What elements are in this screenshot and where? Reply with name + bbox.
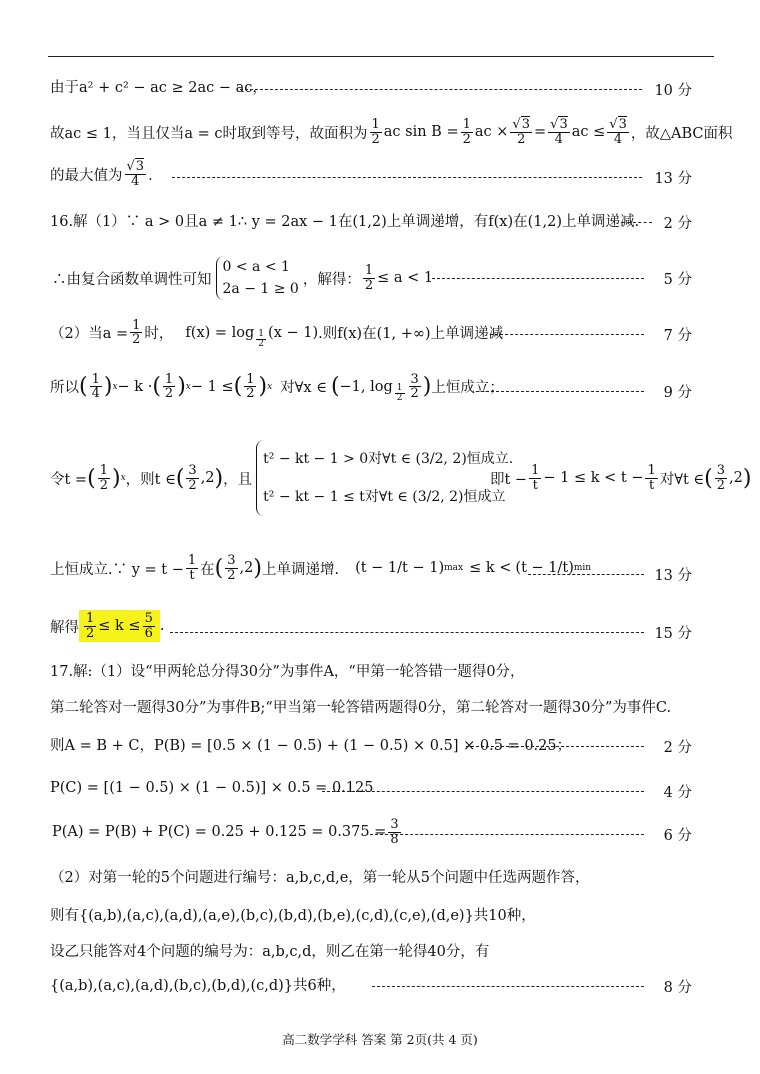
line-2-text: ac ×	[474, 124, 509, 141]
line-3-text: 的最大值为	[50, 167, 123, 184]
line-12	[50, 696, 671, 717]
line-5-text: ≤ a < 1	[377, 270, 434, 286]
dash-leader	[622, 222, 652, 223]
line-17-text: 则有{(a,b),(a,c),(a,d),(a,e),(b,c),(b,d),(b,e),(c,d),(c,e),(d,e)}共10种，	[50, 908, 536, 924]
line-8-text: − 1 ≤ k < t −	[543, 470, 644, 487]
fraction: $\frac{√3}{4}$	[126, 159, 145, 189]
dash-leader	[172, 177, 642, 178]
score-label: 10 分	[654, 83, 692, 99]
fraction: $\frac{1}{t}$	[187, 553, 197, 583]
line-8: 令t = ( $\frac{1}{2}$ ) x ，则t ∈ ( $\frac{3}{2}$ ,2 ) ，且 t² − kt − 1 > 0对∀t ∈ (3/2, 2)恒成立. t² − kt − 1 ≤ t对∀t ∈ (3/2, 2)恒成立	[50, 440, 517, 516]
line-7-text: 所以	[50, 380, 79, 397]
score-label: 8 分	[663, 980, 692, 996]
line-5-text: ∴由复合函数单调性可知	[52, 271, 212, 288]
line-2-text: =	[534, 124, 547, 141]
fraction: $\frac{√3}{2}$	[512, 117, 530, 147]
line-18-text: 设乙只能答对4个问题的编号为：a,b,c,d，则乙在第一轮得40分，有	[50, 944, 490, 960]
line-7: 所以 ( $\frac{1}{4}$ ) x − k · ( $\frac{1}{2}$ ) x − 1 ≤ ( $\frac{1}{2}$ ) x 对∀x ∈ ( −1, log $\frac{1}{2}$ $\frac{3}{2}$ ) 上恒成立；	[50, 371, 504, 404]
score-label: 2 分	[663, 216, 692, 232]
line-4-text: 16.解（1）∵ a > 0且a ≠ 1∴ y = 2ax − 1在(1,2)上单调递增，有f(x)在(1,2)上单调递减.	[50, 214, 640, 230]
line-5-text: ，解得：	[302, 271, 361, 288]
fraction: $\frac{√3}{4}$	[550, 117, 568, 147]
fraction: $\frac{1}{2}$	[258, 329, 265, 350]
inequality-system: t² − kt − 1 > 0对∀t ∈ (3/2, 2)恒成立. t² − kt − 1 ≤ t对∀t ∈ (3/2, 2)恒成立	[256, 440, 513, 516]
score-label: 15 分	[654, 626, 692, 642]
dash-leader	[240, 89, 642, 90]
line-19	[50, 974, 346, 995]
line-12-text: 第二轮答对一题得30分”为事件B;“甲当第一轮答错两题得0分，第二轮答对一题得30分”为事件C.	[50, 700, 672, 716]
line-6-text: (x − 1)	[268, 324, 319, 341]
score-label: 4 分	[663, 785, 692, 801]
line-10	[50, 610, 164, 642]
dash-leader	[528, 574, 644, 575]
line-7-text: 对∀x ∈	[280, 380, 327, 397]
fraction: $\frac{3}{2}$	[227, 553, 236, 583]
score-label: 6 分	[663, 828, 692, 844]
line-18	[50, 940, 489, 961]
line-17	[50, 904, 536, 925]
line-9-text: ≤ k <	[469, 560, 512, 577]
fraction: $\frac{3}{2}$	[188, 462, 197, 493]
highlighted-result: $\frac{1}{2}$ ≤ k ≤ $\frac{5}{6}$	[79, 610, 160, 642]
line-8-text: 对∀t ∈	[659, 471, 705, 488]
line-2-text: 故ac ≤ 1，当且仅当a = c时取到等号，故面积为	[50, 125, 368, 142]
fraction: $\frac{1}{2}$	[396, 383, 403, 404]
line-10-text: 解得	[50, 619, 79, 636]
fraction: $\frac{1}{2}$	[246, 371, 255, 402]
line-13	[50, 734, 571, 755]
line-8-text: 即t −	[490, 471, 528, 488]
fraction: $\frac{√3}{4}$	[609, 117, 627, 147]
dash-leader	[466, 746, 644, 747]
line-9-text: 上恒成立.∵ y = t −	[50, 561, 184, 578]
line-8-text: ，则t ∈	[125, 471, 176, 488]
line-8-right: 即t − $\frac{1}{t}$ − 1 ≤ k < t − $\frac{1}{t}$ 对∀t ∈ ( $\frac{3}{2}$ ,2 )	[490, 463, 752, 493]
score-label: 13 分	[654, 568, 692, 584]
line-14-text: P(C) = [(1 − 0.5) × (1 − 0.5)] × 0.5 = 0.125	[50, 780, 374, 796]
score-label: 9 分	[663, 385, 692, 401]
dash-leader	[476, 391, 644, 392]
line-5	[52, 256, 433, 300]
fraction: $\frac{1}{2}$	[462, 117, 471, 147]
fraction: $\frac{1}{2}$	[99, 462, 108, 493]
fraction: $\frac{1}{2}$	[371, 117, 380, 147]
line-1	[50, 76, 267, 97]
line-7-text: − 1 ≤	[190, 378, 234, 395]
line-8-text: ，且	[223, 471, 253, 488]
fraction: $\frac{3}{2}$	[410, 371, 419, 402]
line-10-text: .	[159, 618, 165, 635]
dash-leader	[490, 334, 644, 335]
fraction: $\frac{1}{t}$	[647, 463, 656, 493]
line-11-text: 17.解:（1）设“甲两轮总分得30分”为事件A，“甲第一轮答错一题得0分，	[50, 664, 525, 680]
line-2-text: ac ≤	[571, 124, 606, 141]
line-16-text: （2）对第一轮的5个问题进行编号：a,b,c,d,e，第一轮从5个问题中任选两题作答，	[50, 870, 590, 886]
line-14	[50, 780, 373, 796]
dash-leader	[322, 791, 644, 792]
line-15	[52, 818, 403, 846]
line-6-text: 时，	[144, 326, 174, 343]
fraction: $\frac{1}{2}$	[364, 262, 374, 293]
line-15-text: P(A) = P(B) + P(C) = 0.25 + 0.125 = 0.375 =	[52, 824, 387, 841]
dash-leader	[372, 986, 644, 987]
score-label: 13 分	[654, 171, 692, 187]
line-3	[50, 160, 163, 188]
line-9: 上恒成立.∵ y = t − $\frac{1}{t}$ 在 ( $\frac{3}{2}$ ,2 ) 上单调递增. (t − 1/t − 1) max ≤ k < (t − 1/t) min	[50, 553, 592, 583]
line-16	[50, 866, 590, 887]
header-rule	[48, 56, 714, 57]
line-19-text: {(a,b),(a,c),(a,d),(b,c),(b,d),(c,d)}共6种，	[50, 978, 346, 994]
line-11	[50, 660, 525, 681]
dash-leader	[370, 834, 644, 835]
line-9-text: 在	[200, 561, 215, 578]
line-2-text: ，故△ABC面积	[630, 125, 733, 142]
line-9-text: (t − 1/t − 1)	[355, 560, 445, 577]
line-4	[50, 210, 639, 231]
score-label: 2 分	[663, 740, 692, 756]
line-8-text: 令t =	[50, 471, 88, 488]
fraction: $\frac{1}{2}$	[132, 317, 141, 348]
fraction: $\frac{3}{2}$	[716, 463, 726, 493]
line-1-text: 由于a² + c² − ac ≥ 2ac − ac，	[50, 80, 267, 96]
line-7-text: −1, log	[339, 378, 393, 395]
line-2-text: ac sin B =	[383, 124, 459, 141]
line-7-text: − k ·	[117, 378, 153, 395]
dash-leader	[170, 632, 644, 633]
line-13-text: 则A = B + C，P(B) = [0.5 × (1 − 0.5) + (1 − 0.5) × 0.5] × 0.5 = 0.25；	[50, 738, 572, 754]
fraction: $\frac{1}{t}$	[531, 463, 540, 493]
inequality-system: 0 < a < 1 2a − 1 ≥ 0	[216, 256, 299, 300]
dash-leader	[432, 278, 644, 279]
score-label: 7 分	[663, 328, 692, 344]
fraction: $\frac{1}{2}$	[164, 371, 174, 402]
fraction: $\frac{1}{4}$	[91, 371, 100, 402]
score-label: 5 分	[663, 272, 692, 288]
line-9-text: 上单调递增.	[261, 561, 340, 578]
line-6-text: .则f(x)在(1, +∞)上单调递减	[318, 326, 504, 343]
line-6-text: f(x) = log	[185, 324, 255, 341]
fraction: $\frac{3}{8}$	[390, 817, 399, 847]
page-footer: 高二数学学科 答案 第 2页(共 4 页)	[282, 1032, 478, 1047]
line-6	[50, 316, 503, 350]
line-7-text: 上恒成立；	[431, 380, 504, 397]
line-6-text: （2）当a =	[50, 326, 129, 343]
line-9-text: (t − 1/t)	[515, 560, 574, 577]
line-3-text: ．	[148, 167, 163, 184]
line-2	[50, 118, 733, 146]
